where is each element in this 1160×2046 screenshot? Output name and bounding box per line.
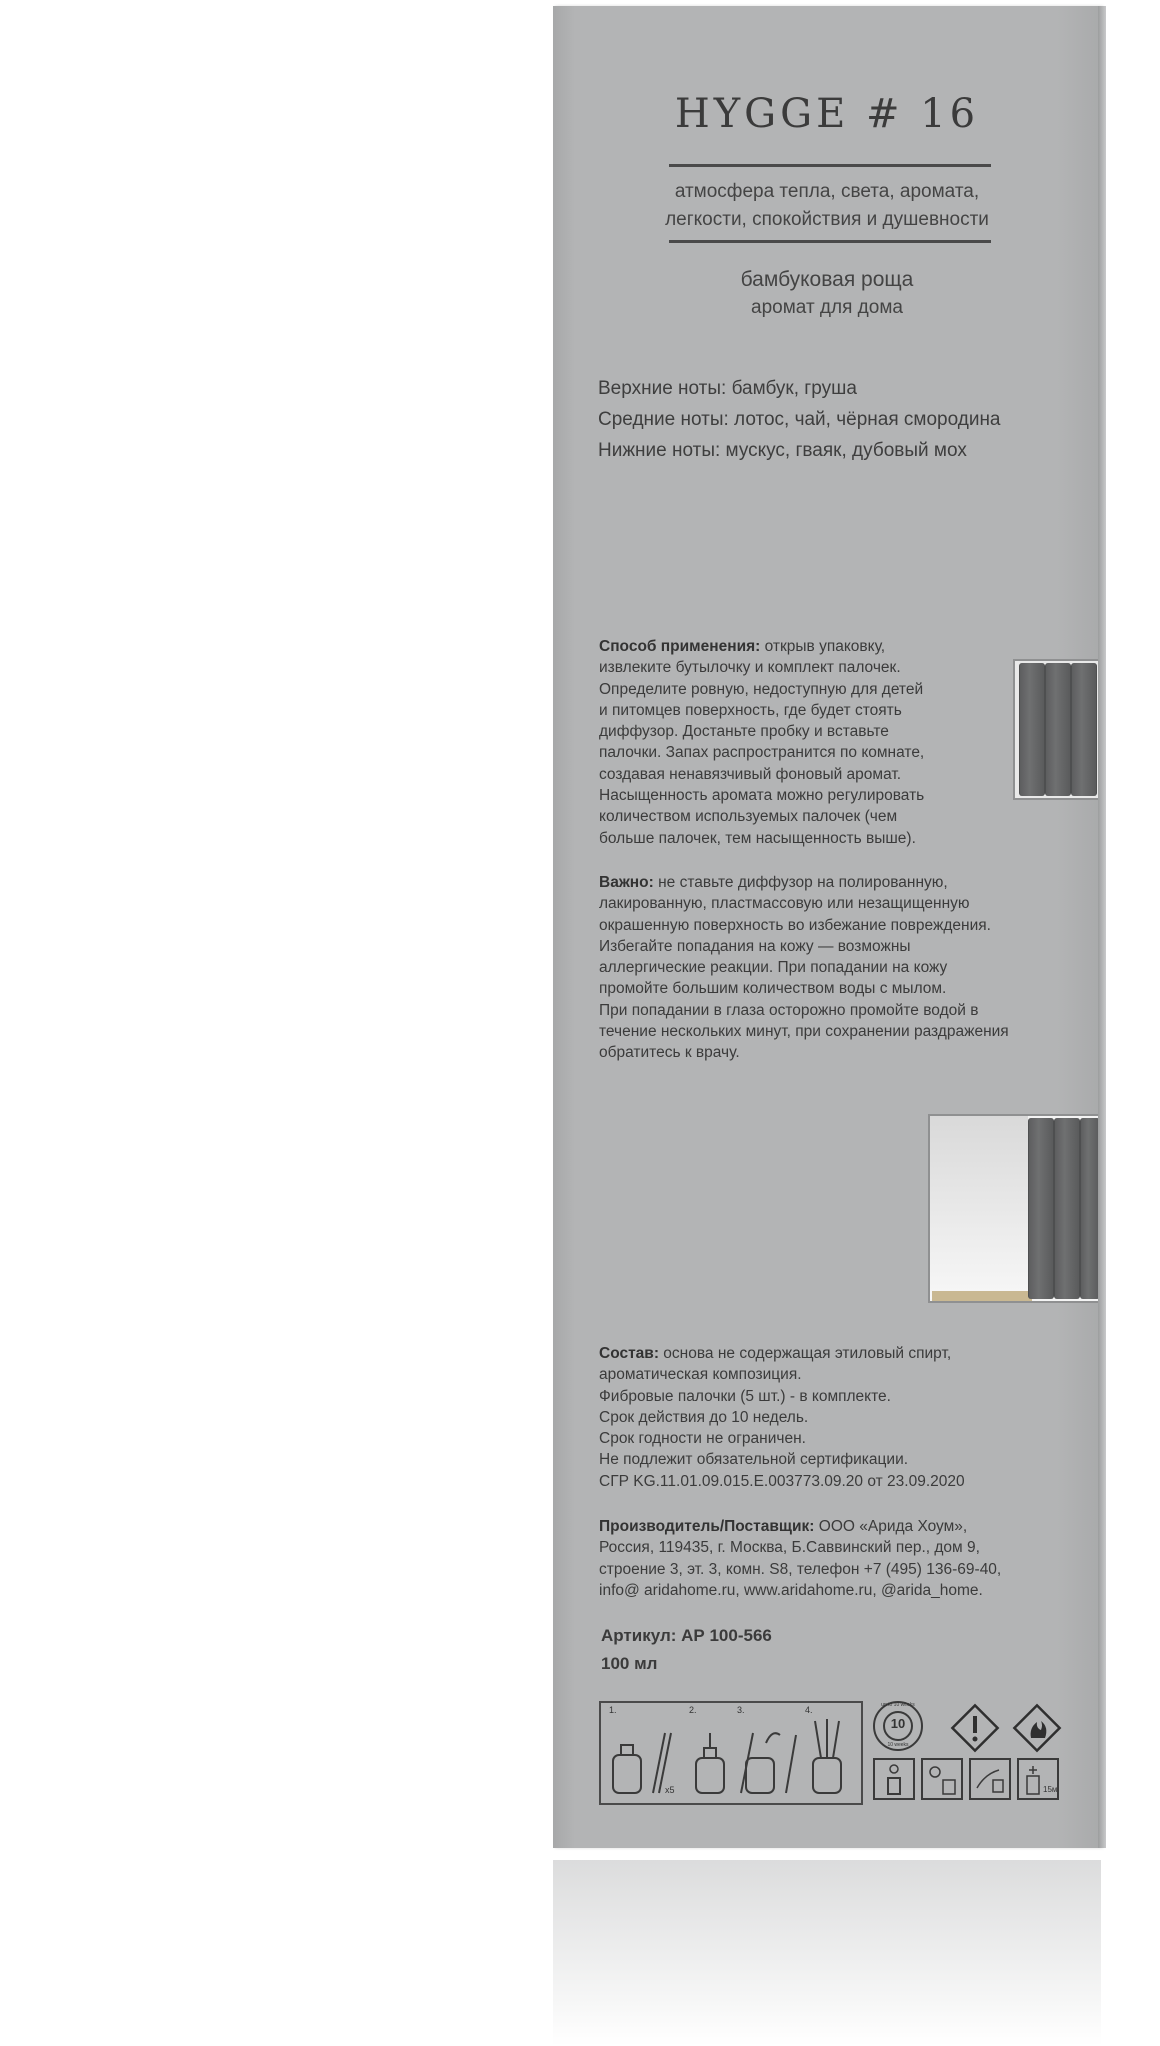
usage-line: палочки. Запах распространится по комнате, — [599, 744, 925, 762]
product-series-title: HYGGE # 16 — [674, 91, 980, 137]
usage-line: количеством используемых палочек (чем — [599, 808, 898, 826]
manufacturer-line: ООО «Арида Хоум», — [814, 1518, 968, 1535]
warning-line: течение нескольких минут, при сохранении раздражения — [599, 1023, 1009, 1041]
warning-label: Важно: — [599, 874, 654, 891]
tagline — [553, 178, 1101, 234]
reed-stick — [1019, 663, 1045, 796]
divider-top — [669, 164, 991, 167]
tagline-line: легкости, спокойствия и душевности — [665, 209, 989, 230]
composition-text — [599, 1343, 1099, 1492]
fragrance-notes — [598, 373, 1078, 466]
usage-label: Способ применения: — [599, 638, 761, 655]
diffuser-box — [553, 6, 1101, 1848]
box-side-edge — [1098, 6, 1106, 1848]
warning-line: При попадании в глаза осторожно промойте водой в — [599, 1001, 979, 1019]
manufacturer-line: Россия, 119435, г. Москва, Б.Саввинский пер., дом 9, — [599, 1539, 980, 1557]
top-notes: Верхние ноты: бамбук, груша — [598, 378, 857, 399]
reed-stick — [1028, 1118, 1054, 1299]
usage-line: и питомцев поверхность, где будет стоять — [599, 701, 902, 719]
usage-line: открыв упаковку, — [760, 638, 886, 655]
step-number: 1. — [609, 1705, 617, 1715]
warning-text — [599, 872, 1099, 1064]
keep-away-sunlight-icon — [873, 1758, 915, 1800]
composition-line: Не подлежит обязательной сертификации. — [599, 1451, 909, 1469]
step-number: 2. — [689, 1705, 697, 1715]
warning-line: промойте большим количеством воды с мылом. — [599, 980, 947, 998]
manufacturer-line: info@ aridahome.ru, www.aridahome.ru, @arida_home. — [599, 1581, 983, 1599]
base-notes: Нижние ноты: мускус, гваяк, дубовый мох — [598, 440, 967, 461]
usage-line: диффузор. Достаньте пробку и вставьте — [599, 723, 889, 741]
warning-exclamation-icon — [947, 1700, 1003, 1756]
warning-line: Избегайте попадания на кожу — возможны — [599, 937, 911, 955]
reed-stick — [1071, 663, 1097, 796]
product-type: аромат для дома — [751, 297, 903, 318]
usage-line: извлеките бутылочку и комплект палочек. — [599, 659, 901, 677]
weeks-badge: 10 — [890, 1716, 906, 1731]
keep-away-children-pets-icon — [921, 1758, 963, 1800]
warning-line: не ставьте диффузор на полированную, — [653, 874, 948, 891]
usage-line: создавая ненавязчивый фоновый аромат. — [599, 765, 902, 783]
warning-line: окрашенную поверхность во избежание повреждения. — [599, 916, 991, 934]
weeks-text-bottom: 10 weeks — [887, 1742, 909, 1748]
weeks-text-top: up to 10 weeks — [881, 1702, 915, 1708]
flammable-icon — [1009, 1700, 1065, 1756]
step-number: 4. — [805, 1705, 813, 1715]
warning-line: обратитесь к врачу. — [599, 1044, 740, 1062]
window-slot-upper — [1013, 659, 1105, 800]
divider-bottom — [669, 240, 991, 243]
box-interior — [930, 1116, 1028, 1299]
product-name: бамбуковая роща — [740, 268, 914, 291]
composition-line: Срок годности не ограничен. — [599, 1430, 806, 1448]
do-not-swallow-icon — [969, 1758, 1011, 1800]
manufacturer-label: Производитель/Поставщик: — [599, 1518, 815, 1535]
window-slot-lower — [928, 1114, 1105, 1303]
sticks-count: x5 — [665, 1785, 675, 1795]
article-number: Артикул: АР 100-566 — [601, 1626, 772, 1645]
volume: 100 мл — [601, 1654, 658, 1673]
composition-line: Срок действия до 10 недель. — [599, 1408, 809, 1426]
reed-stick — [1045, 663, 1071, 796]
composition-line: Фибровые палочки (5 шт.) - в комплекте. — [599, 1387, 891, 1405]
usage-line: больше палочек, тем насыщенность выше). — [599, 829, 916, 847]
reed-stick — [1054, 1118, 1080, 1299]
composition-label: Состав: — [599, 1345, 659, 1362]
composition-line: ароматическая композиция. — [599, 1366, 802, 1384]
box-reflection — [553, 1860, 1101, 2046]
warning-line: аллергические реакции. При попадании на кожу — [599, 959, 948, 977]
composition-line: СГР KG.11.01.09.015.Е.003773.09.20 от 23.09.2020 — [599, 1472, 965, 1490]
usage-pictograms — [599, 1701, 863, 1805]
usage-steps-icon — [601, 1703, 861, 1803]
manufacturer-text — [599, 1516, 1099, 1601]
usage-line: Определите ровную, недоступную для детей — [599, 680, 924, 698]
bottle-cap — [932, 1291, 1032, 1301]
warning-line: лакированную, пластмассовую или незащищенную — [599, 895, 970, 913]
size-label: 15м — [1043, 1785, 1058, 1794]
middle-notes: Средние ноты: лотос, чай, чёрная смородина — [598, 409, 1001, 430]
composition-line: основа не содержащая этиловый спирт, — [658, 1345, 952, 1362]
step-number: 3. — [737, 1705, 745, 1715]
reed-stick — [1080, 1118, 1100, 1299]
tagline-line: атмосфера тепла, света, аромата, — [674, 181, 980, 202]
manufacturer-line: строение 3, эт. 3, комн. S8, телефон +7 (495) 136-69-40, — [599, 1560, 1002, 1578]
usage-line: Насыщенность аромата можно регулировать — [599, 787, 925, 805]
